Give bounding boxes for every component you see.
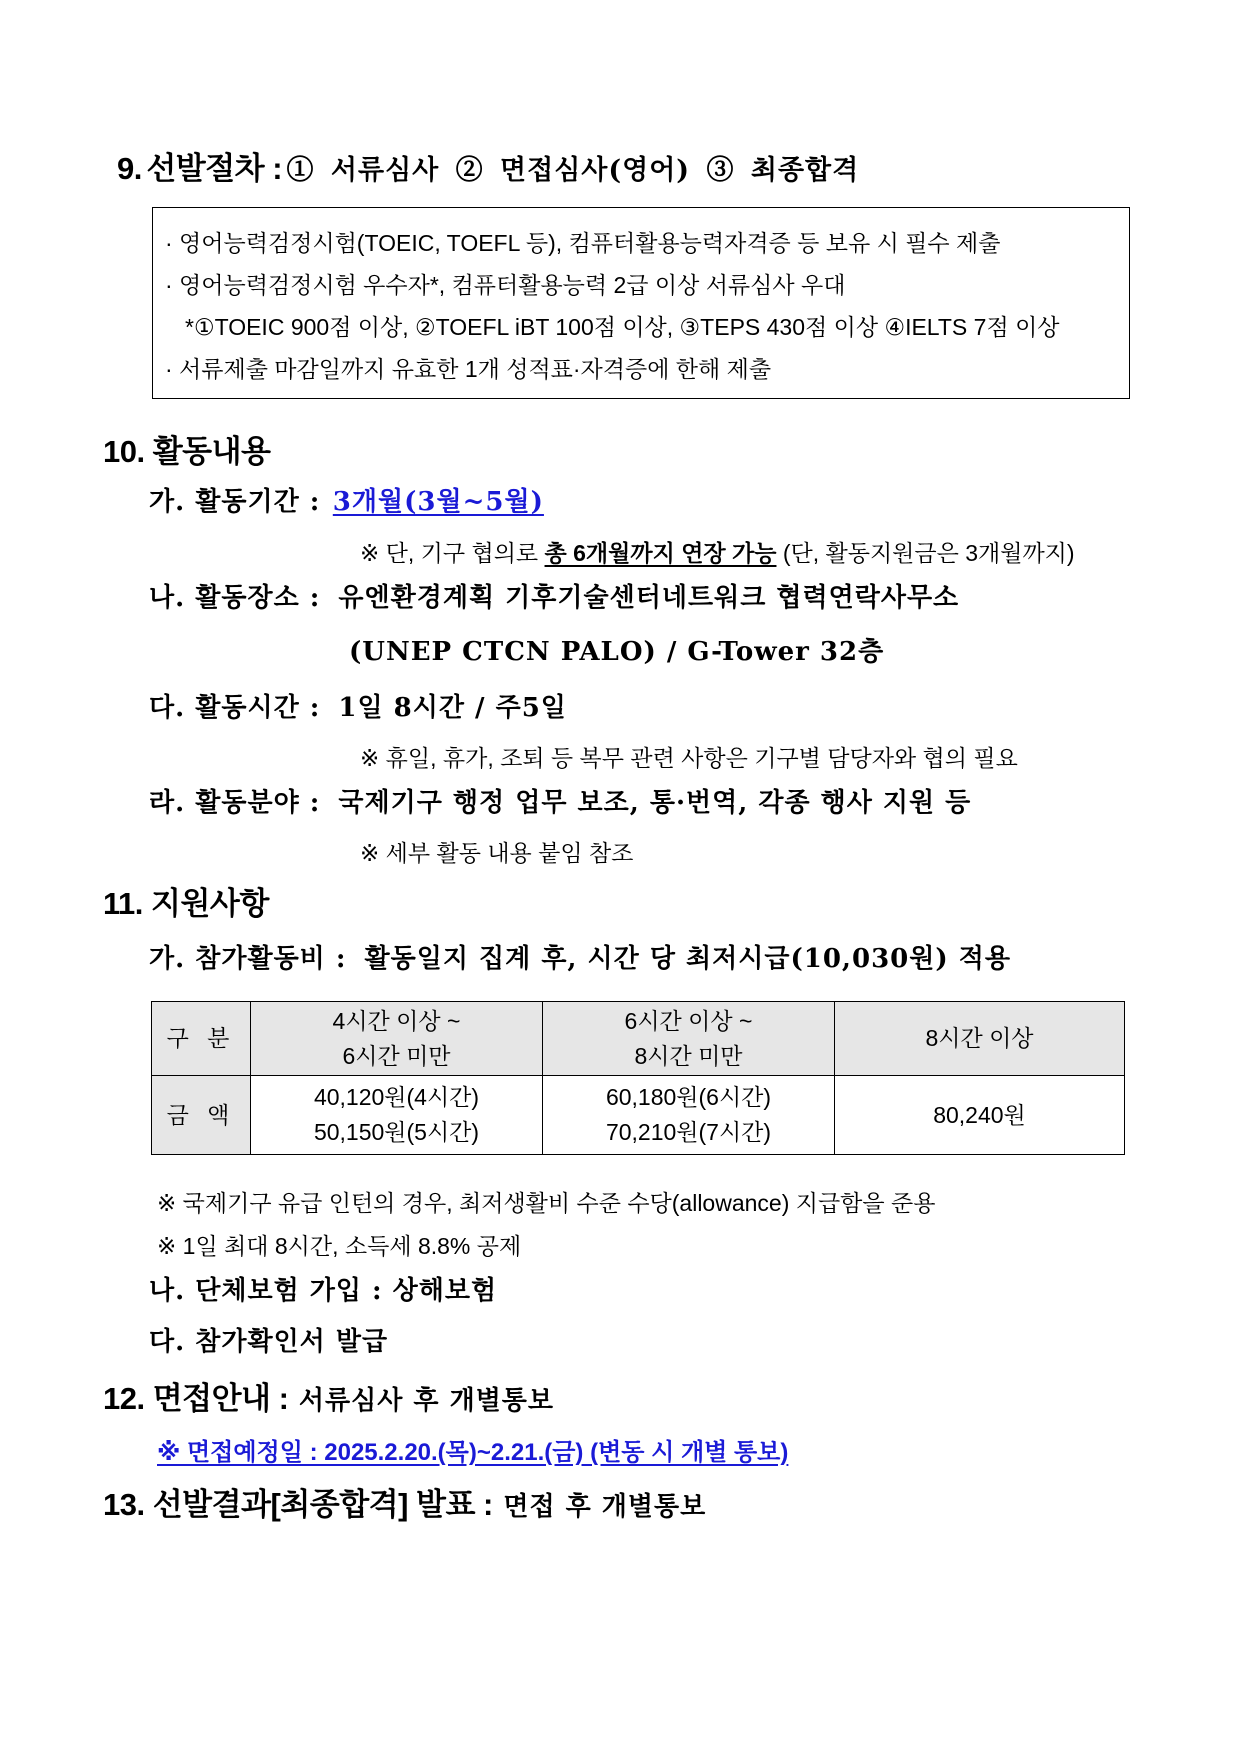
col-2-line-2: 8시간 미만	[634, 1042, 743, 1069]
table-row	[152, 1076, 1125, 1155]
col-1-line-2: 6시간 미만	[342, 1042, 451, 1069]
period-note-pre: ※ 단, 기구 협의로	[360, 540, 539, 566]
box-line-3: *①TOEIC 900점 이상, ②TOEFL iBT 100점 이상, ③TEPS 430점 이상 ④IELTS 7점 이상	[185, 314, 1060, 340]
table-header-col-2	[543, 1002, 835, 1076]
activity-hours-note: ※ 휴일, 휴가, 조퇴 등 복무 관련 사항은 기구별 담당자와 협의 필요	[360, 745, 1018, 771]
certificate-row: 다. 참가확인서 발급	[149, 1327, 389, 1357]
allowance-label: 가. 참가활동비 :	[149, 944, 347, 974]
result-value: 면접 후 개별통보	[503, 1492, 707, 1522]
box-line-1: · 영어능력검정시험(TOEIC, TOEFL 등), 컴퓨터활용능력자격증 등 보유 시 필수 제출	[165, 230, 1001, 256]
interview-value: 서류심사 후 개별통보	[298, 1386, 555, 1416]
table-row-label: 금 액	[152, 1076, 251, 1155]
activity-period-row	[149, 481, 544, 518]
tax-note: ※ 1일 최대 8시간, 소득세 8.8% 공제	[157, 1233, 522, 1259]
insurance-row: 나. 단체보험 가입 : 상해보험	[149, 1276, 498, 1306]
activity-place-label: 나. 활동장소 :	[149, 583, 321, 613]
allowance-value: 활동일지 집계 후, 시간 당 최저시급(10,030원) 적용	[364, 944, 1011, 974]
table-header-col-3: 8시간 이상	[835, 1002, 1125, 1076]
intern-note: ※ 국제기구 유급 인턴의 경우, 최저생활비 수준 수당(allowance) 지급함을 준용	[157, 1190, 936, 1216]
activity-field-note: ※ 세부 활동 내용 붙임 참조	[360, 840, 634, 866]
cell-1-line-2: 50,150원(5시간)	[313, 1119, 480, 1145]
period-note-extension: 총 6개월까지 연장 가능	[544, 540, 777, 566]
section-13-title: 13. 선발결과[최종합격] 발표 :	[103, 1487, 493, 1522]
activity-place-row	[149, 577, 959, 614]
section-12-title: 12. 면접안내 :	[103, 1381, 289, 1416]
table-header-label: 구 분	[152, 1002, 251, 1076]
interview-date-note: ※ 면접예정일 : 2025.2.20.(목)~2.21.(금) (변동 시 개별 통보)	[157, 1439, 789, 1466]
cell-2-line-2: 70,210원(7시간)	[605, 1119, 772, 1145]
activity-place-value-1: 유엔환경계획 기후기술센터네트워크 협력연락사무소	[338, 583, 960, 613]
table-cell-2	[543, 1076, 835, 1155]
activity-field-value: 국제기구 행정 업무 보조, 통·번역, 각종 행사 지원 등	[338, 788, 972, 818]
col-1-line-1: 4시간 이상 ~	[332, 1007, 461, 1034]
activity-field-label: 라. 활동분야 :	[149, 788, 321, 818]
box-line-2: · 영어능력검정시험 우수자*, 컴퓨터활용능력 2급 이상 서류심사 우대	[165, 272, 846, 298]
section-11-title: 11. 지원사항	[103, 886, 269, 921]
table-header-row	[152, 1002, 1125, 1076]
col-2-line-1: 6시간 이상 ~	[624, 1007, 753, 1034]
table-cell-3: 80,240원	[835, 1076, 1125, 1155]
cell-2-line-1: 60,180원(6시간)	[605, 1084, 772, 1110]
activity-hours-value: 1일 8시간 / 주5일	[338, 693, 567, 723]
activity-period-note	[360, 535, 1075, 568]
section-9-title: 선발절차 :	[146, 151, 283, 186]
activity-place-value-2: (UNEP CTCN PALO) / G-Tower 32층	[349, 637, 885, 667]
section-13-heading	[103, 1479, 706, 1524]
activity-period-label: 가. 활동기간 :	[149, 487, 321, 517]
cell-1-line-1: 40,120원(4시간)	[313, 1084, 480, 1110]
allowance-table	[151, 1001, 1125, 1155]
section-10-title: 10. 활동내용	[103, 434, 271, 469]
period-note-post: (단, 활동지원금은 3개월까지)	[782, 540, 1075, 566]
section-9-number: 9.	[117, 151, 142, 186]
requirements-box	[152, 207, 1130, 399]
table-header-col-1	[251, 1002, 543, 1076]
activity-period-value: 3개월(3월~5월)	[332, 487, 544, 517]
activity-hours-label: 다. 활동시간 :	[149, 693, 321, 723]
section-9-heading	[117, 143, 859, 188]
allowance-row	[149, 938, 1011, 975]
box-line-4: · 서류제출 마감일까지 유효한 1개 성적표·자격증에 한해 제출	[165, 356, 772, 382]
section-12-heading	[103, 1373, 554, 1418]
selection-steps: ① 서류심사 ② 면접심사(영어) ③ 최종합격	[286, 155, 860, 186]
activity-field-row	[149, 782, 971, 819]
activity-hours-row	[149, 687, 567, 724]
table-cell-1	[251, 1076, 543, 1155]
